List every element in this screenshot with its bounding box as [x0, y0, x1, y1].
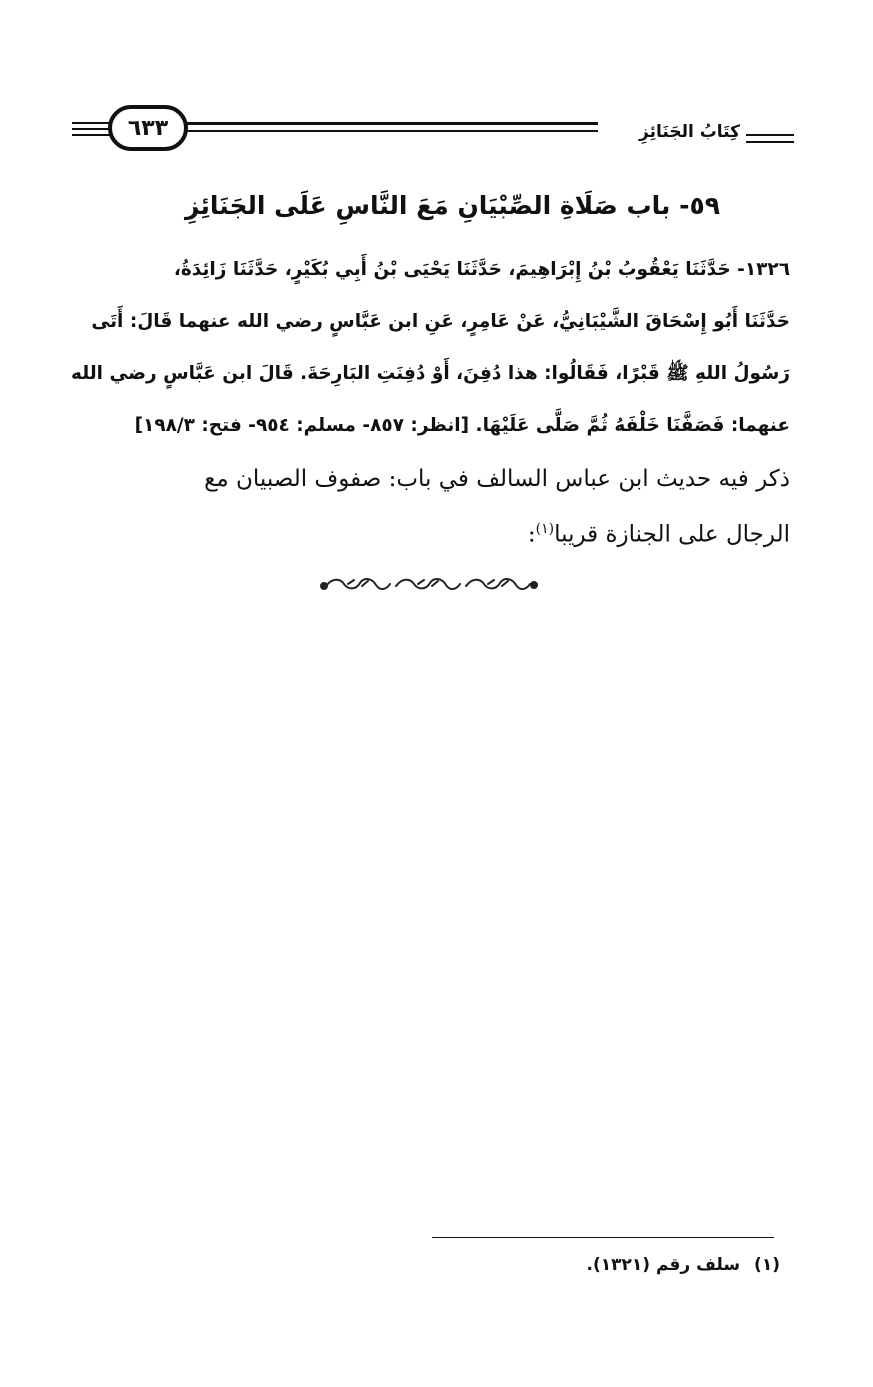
commentary-line: [60, 506, 790, 556]
header-rule-right: [746, 134, 794, 136]
commentary-text: [60, 456, 790, 556]
footnote-reference: (١): [535, 521, 555, 537]
hadith-line: رَسُولُ اللهِ ﷺ قَبْرًا، فَقَالُوا: هذا دُفِنَ، أَوْ دُفِنَتِ البَارِحَةَ. قَالَ ابن عَبَّاسٍ رضي الله: [70, 363, 790, 384]
hadith-line: عنهما: فَصَفَّنَا خَلْفَهُ ثُمَّ صَلَّى عَلَيْهَا. [انظر: ٨٥٧- مسلم: ٩٥٤- فتح: ١٩٨/٣]: [134, 415, 790, 436]
commentary-line-text: الرجال على الجنازة قريبا: [554, 521, 790, 548]
header-rule-left: [72, 122, 112, 124]
footnote-number: (١): [754, 1255, 780, 1275]
commentary-line-end: :: [527, 521, 536, 548]
running-title: كِتَابُ الجَنَائِزِ: [639, 122, 740, 142]
header-rule-middle: [186, 130, 598, 132]
hadith-text: [70, 248, 790, 456]
footnote: [400, 1250, 780, 1280]
header-rule-right: [746, 141, 794, 143]
commentary-line: ذكر فيه حديث ابن عباس السالف في باب: صفوف الصبيان مع: [204, 466, 790, 492]
header-rule-left: [72, 134, 112, 136]
chapter-heading: ٥٩- باب صَلَاةِ الصِّبْيَانِ مَعَ النَّاسِ عَلَى الجَنَائِزِ: [184, 191, 720, 220]
floral-divider-icon: [318, 570, 540, 600]
footnote-text: سلف رقم (١٣٢١).: [586, 1255, 741, 1275]
page-number-badge: [108, 105, 188, 151]
hadith-line: حَدَّثَنَا أَبُو إِسْحَاقَ الشَّيْبَانِيُّ، عَنْ عَامِرٍ، عَنِ ابن عَبَّاسٍ رضي الله عنهما قَالَ: أَتَى: [91, 311, 790, 332]
footnote-separator: [432, 1237, 774, 1238]
hadith-line: ١٣٢٦- حَدَّثَنَا يَعْقُوبُ بْنُ إِبْرَاهِيمَ، حَدَّثَنَا يَحْيَى بْنُ أَبِي بُكَيْرٍ، حَدَّثَنَا زَائِدَةُ،: [173, 259, 790, 280]
page-number: ٦٣٣: [127, 115, 169, 141]
header-rule-left: [72, 128, 112, 130]
header-rule-middle: [186, 122, 598, 125]
